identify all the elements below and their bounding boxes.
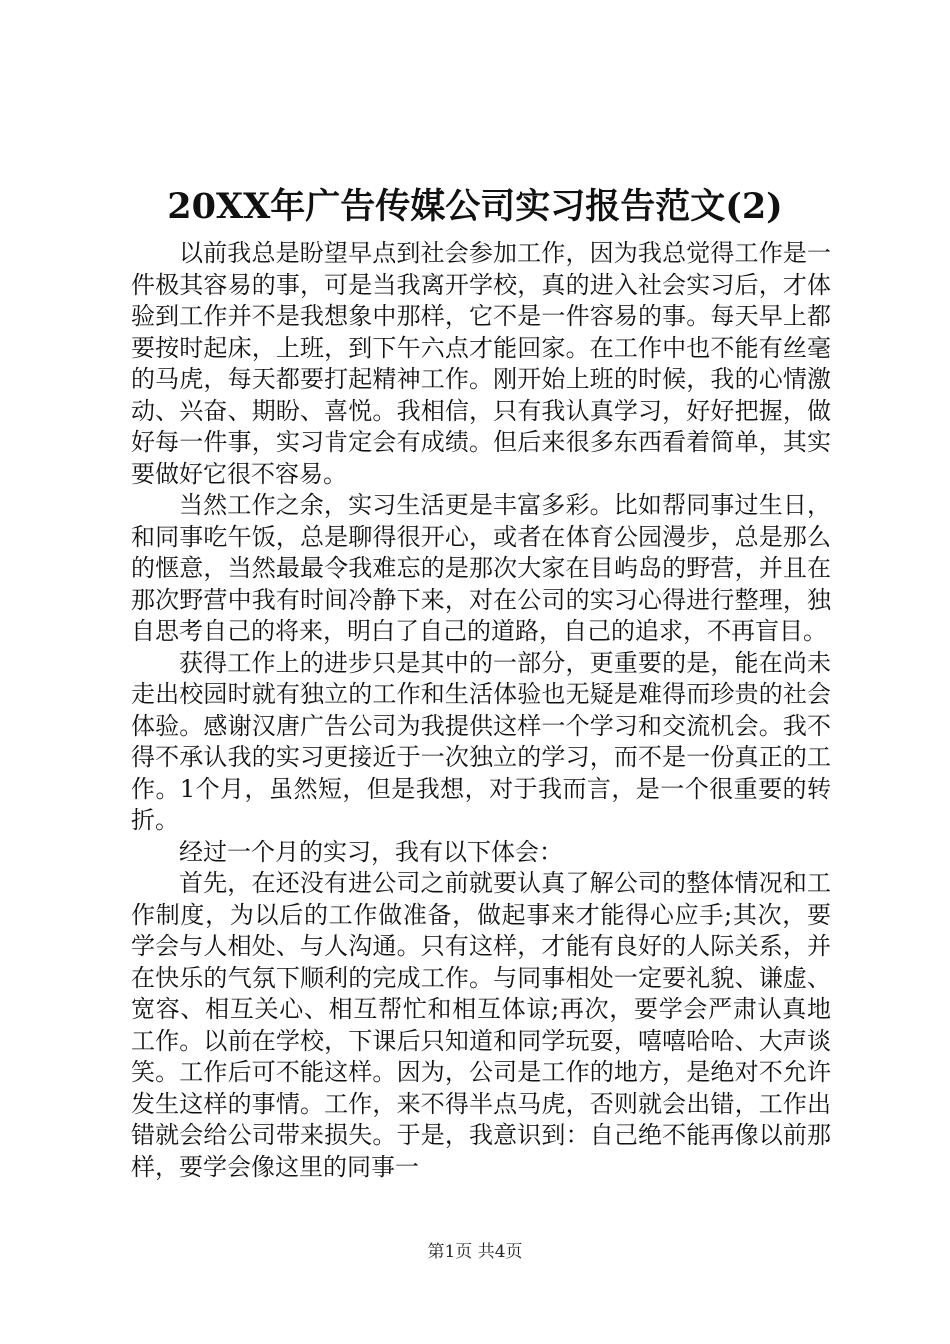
page-number-footer: 第1页 共4页 <box>427 1242 523 1262</box>
paragraph: 经过一个月的实习，我有以下体会： <box>179 837 563 866</box>
paragraph: 以前我总是盼望早点到社会参加工作，因为我总觉得工作是一件极其容易的事，可是当我离开学校，真的进入社会实习后，才体验到工作并不是我想象中那样，它不是一件容易的事。每天早上都要按时起床，上班，到下午六点才能回家。在工作中也不能有丝毫的马虎，每天都要打起精神工作。刚开始上班的时候，我的心情激动、兴奋、期盼、喜悦。我相信，只有我认真学习，好好把握，做好每一件事，实习肯定会有成绩。但后来很多东西看着简单，其实要做好它很不容易。 <box>131 239 831 488</box>
document-body <box>131 238 831 1183</box>
paragraph: 获得工作上的进步只是其中的一部分，更重要的是，能在尚未走出校园时就有独立的工作和生活体验也无疑是难得而珍贵的社会体验。感谢汉唐广告公司为我提供这样一个学习和交流机会。我不得不承认我的实习更接近于一次独立的学习，而不是一份真正的工作。1个月，虽然短，但是我想，对于我而言，是一个很重要的转折。 <box>131 648 831 834</box>
document-title: 20XX年广告传媒公司实习报告范文(2) <box>167 186 783 227</box>
paragraph: 当然工作之余，实习生活更是丰富多彩。比如帮同事过生日，和同事吃午饭，总是聊得很开心，或者在体育公园漫步，总是那么的惬意，当然最最令我难忘的是那次大家在目屿岛的野营，并且在那次野营中我有时间冷静下来，对在公司的实习心得进行整理，独自思考自己的将来，明白了自己的道路，自己的追求，不再盲目。 <box>131 491 831 645</box>
paragraph: 首先，在还没有进公司之前就要认真了解公司的整体情况和工作制度，为以后的工作做准备，做起事来才能得心应手;其次，要学会与人相处、与人沟通。只有这样，才能有良好的人际关系，并在快乐的气氛下顺利的完成工作。与同事相处一定要礼貌、谦虚、宽容、相互关心、相互帮忙和相互体谅;再次，要学会严肃认真地工作。以前在学校，下课后只知道和同学玩耍，嘻嘻哈哈、大声谈笑。工作后可不能这样。因为，公司是工作的地方，是绝对不允许发生这样的事情。工作，来不得半点马虎，否则就会出错，工作出错就会给公司带来损失。于是，我意识到：自己绝不能再像以前那样，要学会像这里的同事一 <box>131 869 831 1181</box>
